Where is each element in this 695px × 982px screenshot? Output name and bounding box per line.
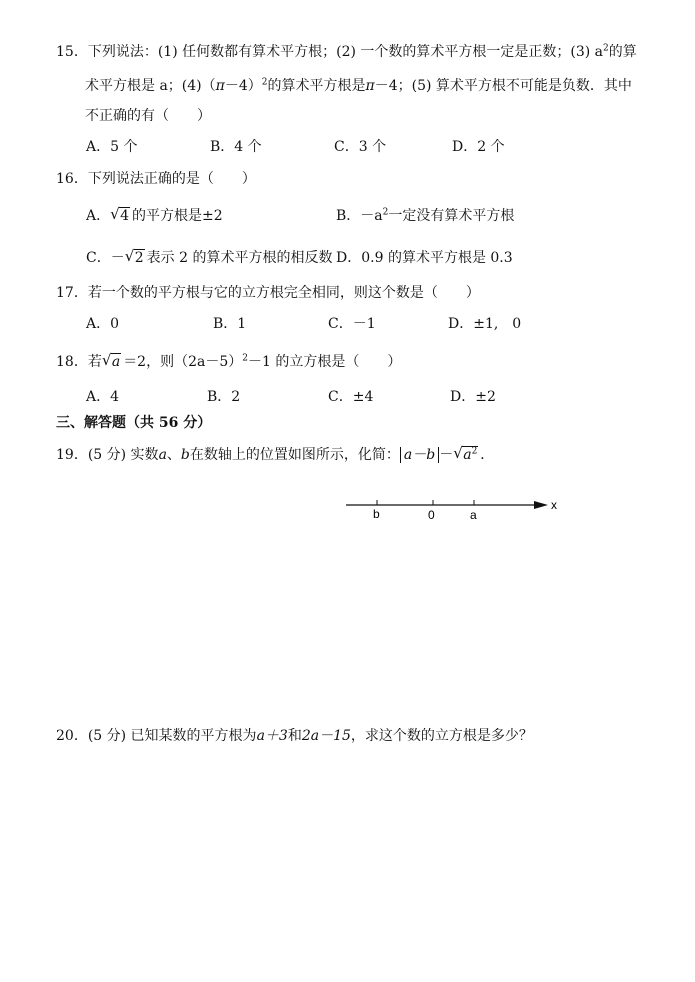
q17-option-d: D．±1, 0 xyxy=(448,316,522,332)
q16-option-d: D．0.9 的算术平方根是 0.3 xyxy=(336,250,513,266)
q15-option-a: A．5 个 xyxy=(86,139,138,155)
q15-option-c: C．3 个 xyxy=(334,139,387,155)
q17-stem-text: 若一个数的平方根与它的立方根完全相同，则这个数是（ ） xyxy=(87,285,480,301)
q16-c-radicand: 2 xyxy=(134,250,144,266)
q19-number: 19． xyxy=(56,447,88,463)
q19-absolute-value: a－b xyxy=(400,447,439,463)
sqrt-icon xyxy=(102,353,121,371)
sqrt-icon xyxy=(125,249,145,267)
q15-option-d: D．2 个 xyxy=(452,139,505,155)
q20-and: 和 xyxy=(287,728,302,744)
q20-expr-1: a＋3 xyxy=(256,728,288,744)
q15-text-1: 下列说法：(1) 任何数都有算术平方根；(2) 一个数的算术平方根一定是正数；(3) a xyxy=(87,44,604,60)
q16-c-text: 表示 2 的算术平方根的相反数 xyxy=(146,250,333,266)
q19-radicand-sup: 2 xyxy=(471,446,478,457)
q19-stem-b: 在数轴上的位置如图所示，化简： xyxy=(189,447,400,463)
q15-sup-1: 2 xyxy=(603,43,609,54)
q18-stem-c: －1 的立方根是（ ） xyxy=(248,354,402,370)
q18-number: 18． xyxy=(56,354,88,370)
q18-sup: 2 xyxy=(242,353,248,364)
q15-text-2c: 的算术平方根是 xyxy=(267,78,366,94)
q16-number: 16． xyxy=(56,171,88,187)
q18-stem-a: 若 xyxy=(87,354,102,370)
q15-line1 xyxy=(56,43,637,61)
sqrt-icon xyxy=(453,446,478,464)
q16-b-text-b: 一定没有算术平方根 xyxy=(388,208,515,224)
q16-a-label: A． xyxy=(86,208,111,224)
label-b: b xyxy=(373,507,380,521)
q15-text-1-tail: 的算 xyxy=(608,44,637,60)
q19-sep: 、 xyxy=(166,447,181,463)
q18-stem xyxy=(56,353,401,371)
q19-var-a: a xyxy=(158,447,167,463)
q17-option-c: C．－1 xyxy=(328,316,376,332)
q16-option-c xyxy=(86,249,332,267)
section-heading: 三、解答题（共 56 分） xyxy=(56,415,212,431)
number-line-figure xyxy=(0,490,695,550)
q15-sup-2: 2 xyxy=(261,77,268,88)
q15-option-b: B．4 个 xyxy=(210,139,262,155)
q17-number: 17． xyxy=(56,285,88,301)
q18-option-d: D．±2 xyxy=(450,389,496,405)
q20-stem xyxy=(56,727,533,745)
label-0: 0 xyxy=(428,508,435,522)
label-x: x xyxy=(551,498,557,512)
q18-option-c: C．±4 xyxy=(328,389,374,405)
q18-stem-b: ＝2，则（2a－5） xyxy=(123,354,243,370)
q19-stem-a: (5 分) 实数 xyxy=(87,447,159,463)
q18-option-b: B．2 xyxy=(207,389,241,405)
arrow-right-icon xyxy=(534,501,548,509)
q17-option-a: A．0 xyxy=(86,316,120,332)
q16-a-radicand: 4 xyxy=(120,208,130,224)
sqrt-icon xyxy=(110,207,130,225)
q17-option-b: B．1 xyxy=(213,316,247,332)
q15-number: 15． xyxy=(56,44,88,60)
q19-end: ． xyxy=(480,447,495,463)
q20-stem-a: (5 分) 已知某数的平方根为 xyxy=(87,728,257,744)
q15-pi-2: π xyxy=(365,78,375,94)
q16-b-sup: 2 xyxy=(382,207,389,218)
q18-radicand: a xyxy=(111,354,121,370)
label-a: a xyxy=(470,508,477,522)
q20-number: 20． xyxy=(56,728,88,744)
q16-stem-text: 下列说法正确的是（ ） xyxy=(87,171,256,187)
q16-b-text-a: B．－a xyxy=(336,208,383,224)
q16-a-text: 的平方根是±2 xyxy=(132,208,223,224)
q15-line2 xyxy=(85,77,632,95)
q20-stem-b: ，求这个数的立方根是多少？ xyxy=(350,728,533,744)
q20-expr-2: 2a－15 xyxy=(301,728,351,744)
q15-line3: 不正确的有（ ） xyxy=(85,108,211,124)
q16-option-a xyxy=(86,207,223,225)
q16-stem xyxy=(56,170,256,188)
q19-radicand: a xyxy=(463,447,472,463)
q19-stem xyxy=(56,446,494,464)
q19-radical-content xyxy=(462,446,478,463)
q19-minus: － xyxy=(439,447,454,463)
q17-stem xyxy=(56,284,480,302)
q15-text-2d: －4；(5) 算术平方根不可能是负数．其中 xyxy=(374,78,632,94)
q19-var-b: b xyxy=(180,447,190,463)
q16-option-b xyxy=(336,207,514,225)
q15-pi: π xyxy=(215,78,225,94)
q16-c-label: C．－ xyxy=(86,250,125,266)
q15-text-2b: －4） xyxy=(224,78,262,94)
q18-option-a: A．4 xyxy=(86,389,120,405)
q15-text-2a: 术平方根是 a；(4)（ xyxy=(85,78,216,94)
